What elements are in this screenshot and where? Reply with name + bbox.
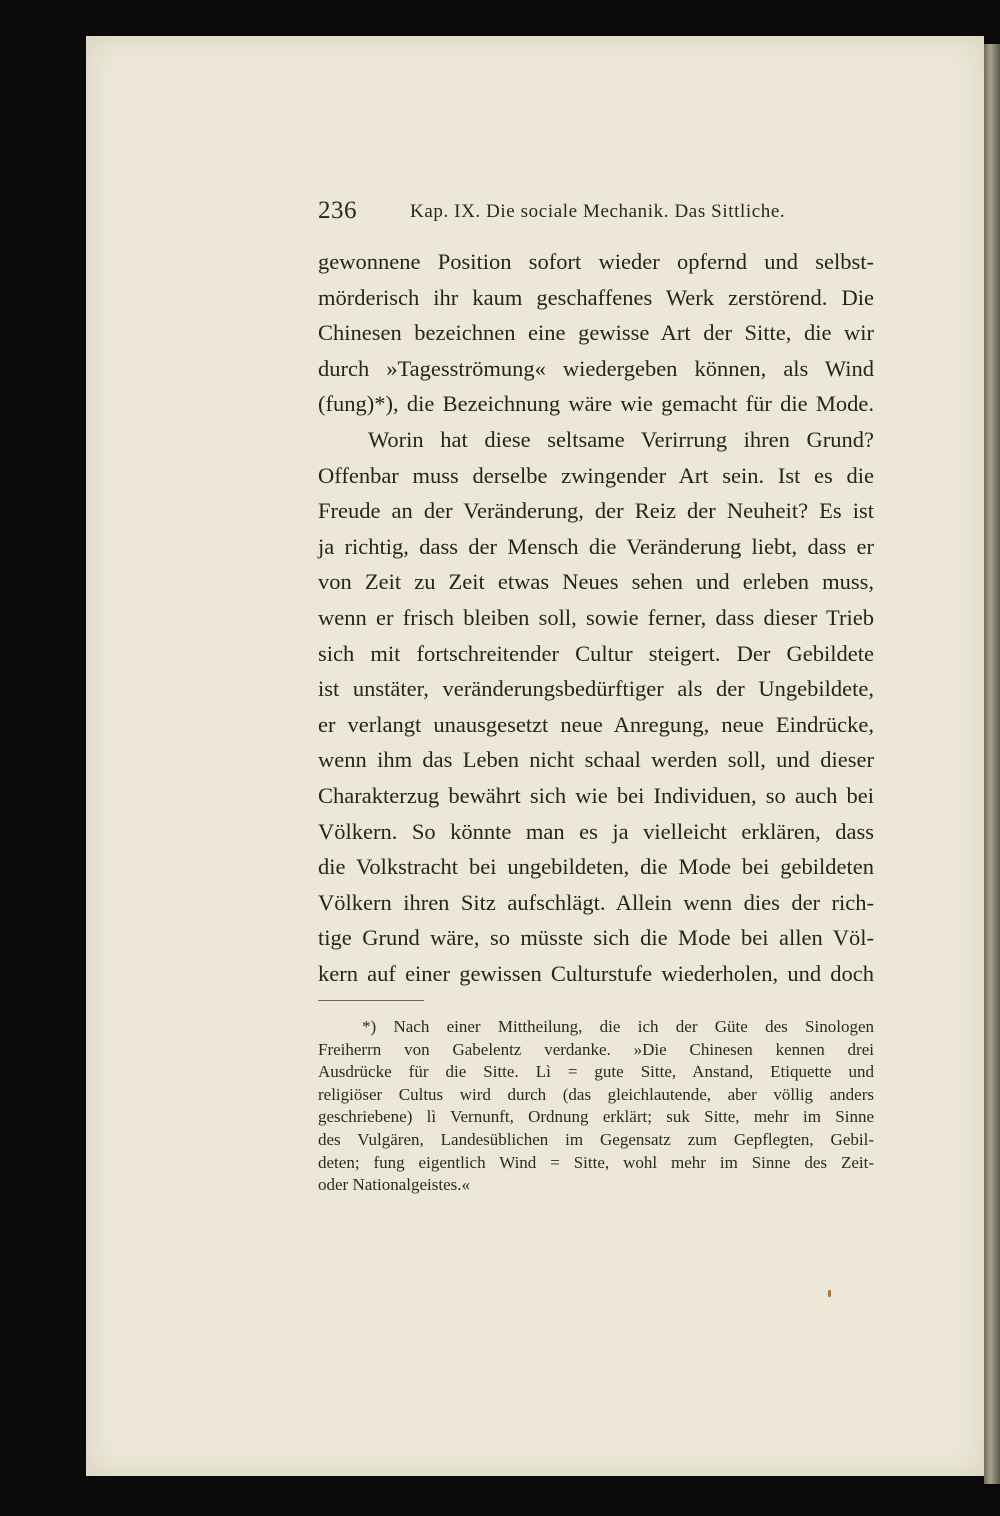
page-number: 236 [318, 197, 357, 224]
text-line: sich mit fortschreitender Cultur steigert. Der Gebildete [318, 640, 874, 666]
page-header [318, 197, 878, 231]
text-line: kern auf einer gewissen Culturstufe wiederholen, und doch [318, 960, 874, 986]
text-line: durch »Tagesströmung« wiedergeben können, als Wind [318, 355, 874, 381]
footnote-separator [318, 1000, 424, 1001]
paper-speck [828, 1290, 831, 1297]
footnote-line: *) Nach einer Mittheilung, die ich der Güte des Sinologen [362, 1017, 874, 1036]
text-line: Chinesen bezeichnen eine gewisse Art der Sitte, die wir [318, 320, 874, 346]
footnote-line: geschriebene) lì Vernunft, Ordnung erklärt; suk Sitte, mehr im Sinne [318, 1107, 874, 1127]
text-line: Freude an der Veränderung, der Reiz der Neuheit? Es ist [318, 498, 874, 524]
text-line: wenn ihm das Leben nicht schaal werden soll, und dieser [318, 747, 874, 773]
text-line: ist unstäter, veränderungsbedürftiger als der Ungebildete, [318, 676, 874, 702]
text-line: er verlangt unausgesetzt neue Anregung, neue Eindrücke, [318, 711, 874, 737]
text-line: wenn er frisch bleiben soll, sowie ferner, dass dieser Trieb [318, 604, 874, 630]
text-line: von Zeit zu Zeit etwas Neues sehen und erleben muss, [318, 569, 874, 595]
text-line: Offenbar muss derselbe zwingender Art sein. Ist es die [318, 462, 874, 488]
text-line: Völkern ihren Sitz aufschlägt. Allein wenn dies der rich- [318, 889, 874, 915]
footnote-line: Ausdrücke für die Sitte. Lì = gute Sitte, Anstand, Etiquette und [318, 1062, 874, 1082]
footnote-line: Freiherrn von Gabelentz verdanke. »Die Chinesen kennen drei [318, 1039, 874, 1059]
footnote-line: deten; fung eigentlich Wind = Sitte, wohl mehr im Sinne des Zeit- [318, 1152, 874, 1172]
running-head: Kap. IX. Die sociale Mechanik. Das Sittliche. [410, 201, 786, 222]
main-text [318, 244, 874, 991]
text-line: mörderisch ihr kaum geschaffenes Werk zerstörend. Die [318, 284, 874, 310]
page-stack-edge [984, 44, 1000, 1484]
footnote-line: des Vulgären, Landesüblichen im Gegensatz zum Gepflegten, Gebil- [318, 1129, 874, 1149]
text-line: (fung)*), die Bezeichnung wäre wie gemacht für die Mode. [318, 391, 874, 417]
footnote-line: oder Nationalgeistes.« [318, 1175, 471, 1195]
text-line: die Volkstracht bei ungebildeten, die Mode bei gebildeten [318, 854, 874, 880]
footnote [318, 1016, 874, 1197]
text-line: tige Grund wäre, so müsste sich die Mode bei allen Völ- [318, 925, 874, 951]
text-line: Worin hat diese seltsame Verirrung ihren Grund? [368, 426, 874, 452]
text-line: ja richtig, dass der Mensch die Veränderung liebt, dass er [318, 533, 874, 559]
footnote-line: religiöser Cultus wird durch (das gleichlautende, aber völlig anders [318, 1084, 874, 1104]
text-line: gewonnene Position sofort wieder opfernd und selbst- [318, 249, 874, 274]
text-line: Völkern. So könnte man es ja vielleicht erklären, dass [318, 818, 874, 844]
text-line: Charakterzug bewährt sich wie bei Individuen, so auch bei [318, 782, 874, 808]
